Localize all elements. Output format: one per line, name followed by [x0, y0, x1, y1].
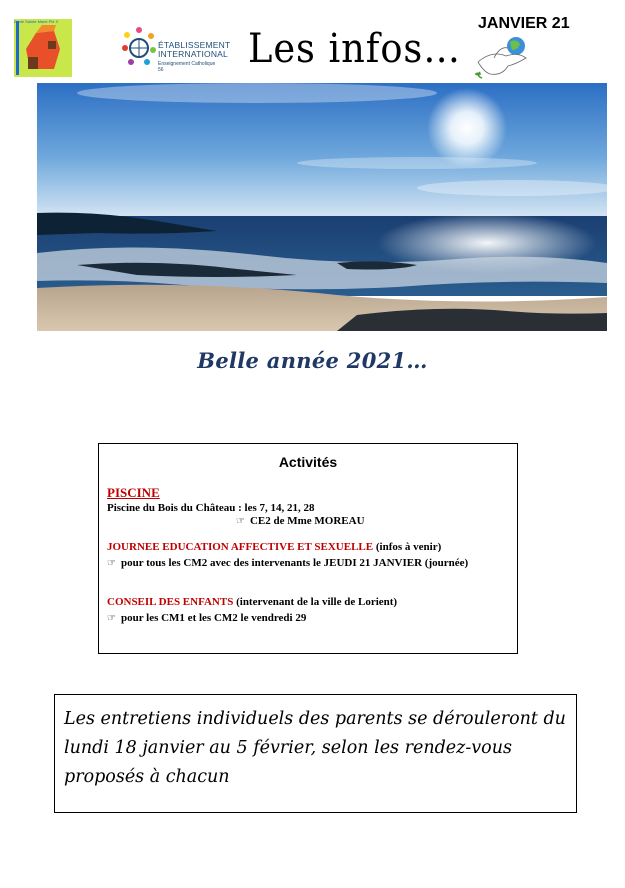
conseil-detail: pour les CM1 et les CM2 le vendredi 29 [120, 612, 307, 624]
interviews-text: Les entretiens individuels des parents se dérouleront du lundi 18 janvier au 5 février, selon les rendez-vous proposés à chacun [64, 709, 566, 787]
page-title: Les infos… [248, 26, 461, 72]
school-logo [14, 19, 72, 77]
activities-title: Activités [278, 454, 338, 470]
activities-box [98, 443, 518, 654]
international-logo [121, 22, 231, 74]
education-detail: pour tous les CM2 avec des intervenants le JEUDI 21 JANVIER (journée) [120, 557, 469, 569]
education-note: (infos à venir) [373, 541, 442, 553]
pointing-hand-icon: ☞ [107, 558, 116, 569]
piscine-detail: Piscine du Bois du Château : les 7, 14, 21, 28 [107, 502, 315, 514]
interviews-box [54, 694, 577, 813]
conseil-heading-line [107, 596, 397, 608]
conseil-heading: CONSEIL DES ENFANTS [107, 596, 234, 608]
intl-logo-line3: Enseignement Catholique 56 [158, 61, 216, 73]
education-heading-line [107, 541, 441, 553]
education-detail-line [107, 557, 468, 569]
piscine-heading: PISCINE [107, 485, 160, 500]
education-heading: JOURNEE EDUCATION AFFECTIVE ET SEXUELLE [107, 541, 374, 553]
intl-logo-line2: INTERNATIONAL [158, 49, 228, 59]
school-logo-text: Ecole Sainte Marie Pie X [14, 19, 59, 24]
pointing-hand-icon: ☞ [236, 516, 245, 527]
sea-photo [37, 83, 607, 331]
piscine-class-text: CE2 de Mme MOREAU [249, 515, 365, 527]
intl-logo-line1: ÉTABLISSEMENT [158, 40, 231, 50]
conseil-note: (intervenant de la ville de Lorient) [233, 596, 398, 608]
conseil-detail-line [107, 612, 306, 624]
piscine-class-line [236, 515, 365, 527]
dove-globe-icon [472, 32, 532, 82]
month-label: JANVIER 21 [478, 15, 570, 32]
greeting-text: Belle année 2021… [197, 348, 428, 373]
pointing-hand-icon: ☞ [107, 613, 116, 624]
